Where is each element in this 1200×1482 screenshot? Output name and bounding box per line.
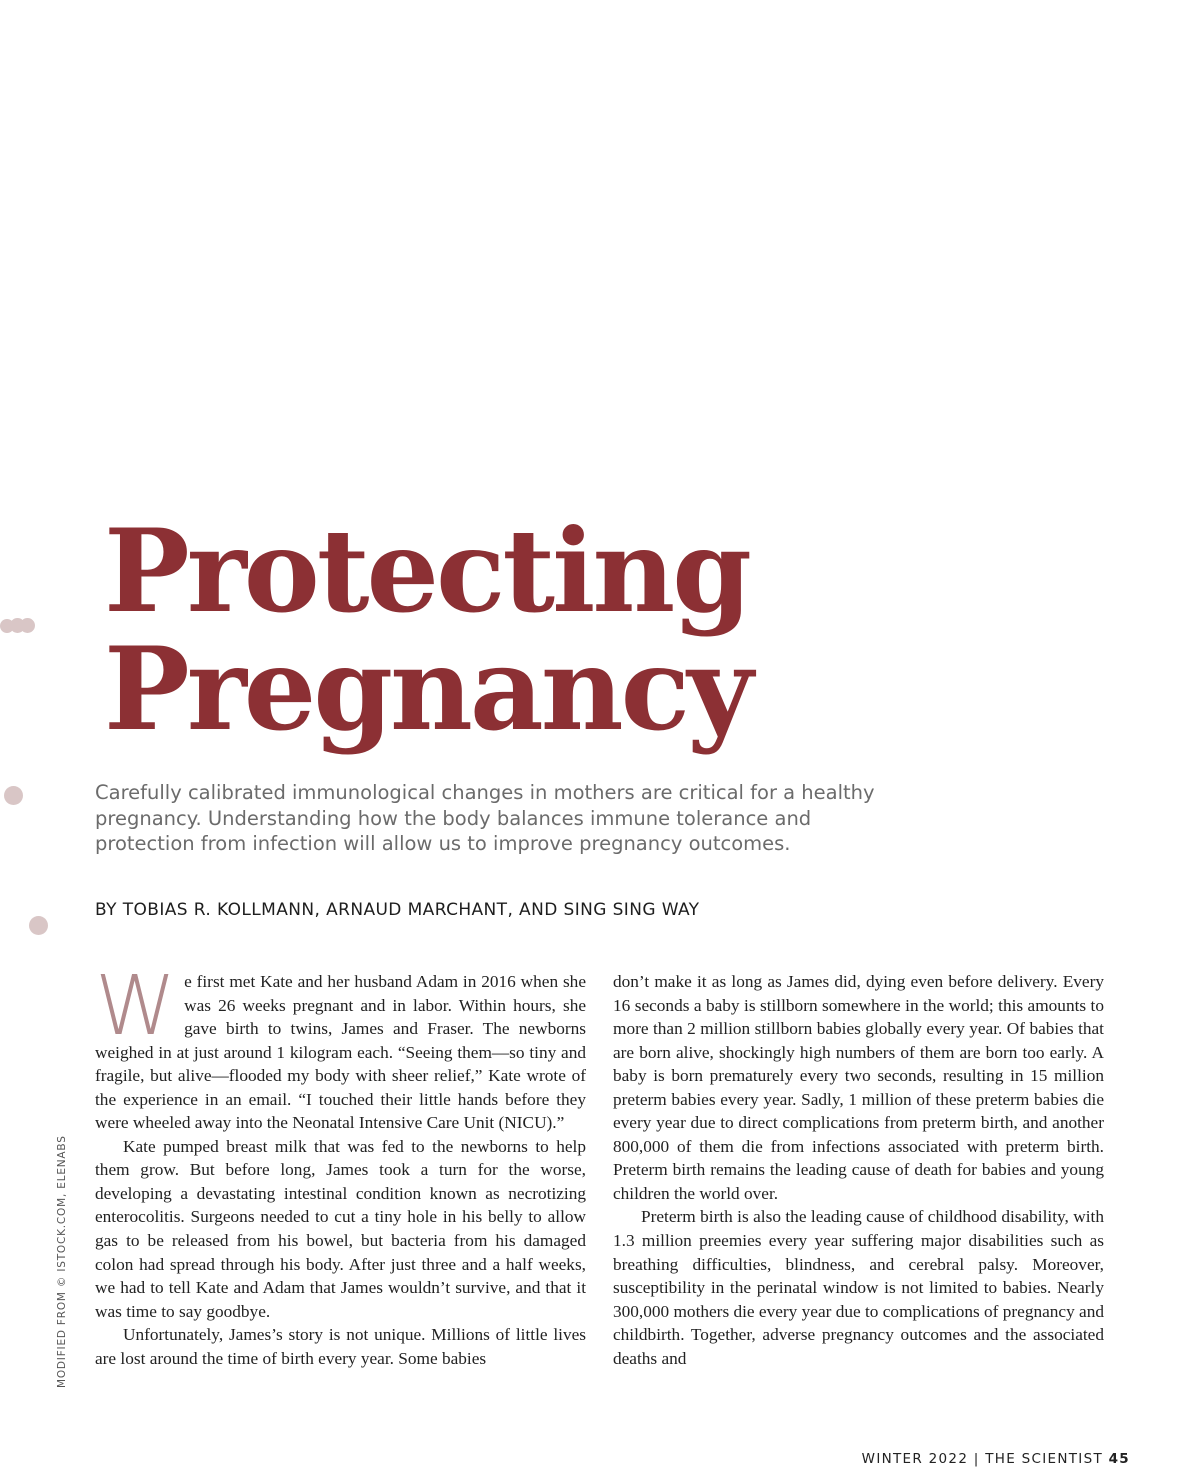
drop-cap: W [95,959,177,1054]
decorative-dot [4,786,23,805]
article-deck: Carefully calibrated immunological changes in mothers are critical for a healthy pregnancy. Understanding how the body balances immune tolerance and protection from infection will allow us to improve pregnancy outcomes. [95,781,875,855]
title-line-1: Protecting [104,504,749,638]
body-paragraph: Preterm birth is also the leading cause of childhood disability, with 1.3 million preemies every year suffering major disabilities such as breathing difficulties, blindness, and cerebral palsy. Moreover, susceptibility in the perinatal window is not limited to babies. Nearly 300,000 mothers die every year due to complications of pregnancy and childbirth. Together, adverse pregnancy outcomes and the associated deaths and [613,1207,1104,1368]
body-paragraph: Kate pumped breast milk that was fed to the newborns to help them grow. But before long, James took a turn for the worse, developing a devastating intestinal condition known as necrotizing enterocolitis. Surgeons needed to cut a tiny hole in his belly to allow gas to be released from his bowel, but bacteria from his damaged colon had spread through his body. After just three and a half weeks, we had to tell Kate and Adam that James wouldn’t survive, and that it was time to say goodbye. [95,1136,586,1321]
body-column-left [95,959,586,1370]
page-footer [862,1451,1130,1467]
page-number: 45 [1108,1451,1130,1467]
article-title [104,504,751,756]
footer-issue: WINTER 2022 | THE SCIENTIST [861,1451,1104,1467]
body-column-right [613,970,1104,1370]
body-paragraph [95,959,586,1135]
body-paragraph: Unfortunately, James’s story is not unique. Millions of little lives are lost around the time of birth every year. Some babies [95,1325,586,1368]
title-line-2: Pregnancy [104,622,751,756]
article-byline: BY TOBIAS R. KOLLMANN, ARNAUD MARCHANT, AND SING SING WAY [95,900,700,920]
decorative-dot [20,618,35,633]
decorative-dot [29,916,48,935]
paragraph-text: e first met Kate and her husband Adam in 2016 when she was 26 weeks pregnant and in labor. Within hours, she gave birth to twins, James and Fraser. The newborns weighed in at just around 1 kilogram each. “Seeing them—so tiny and fragile, but alive—flooded my body with sheer relief,” Kate wrote of the experience in an email. “I touched their little hands before they were wheeled away into the Neonatal Intensive Care Unit (NICU).” [95,972,586,1133]
body-paragraph: don’t make it as long as James did, dying even before delivery. Every 16 seconds a baby is stillborn somewhere in the world; this amounts to more than 2 million stillborn babies globally every year. Of babies that are born alive, shockingly high numbers of them are born too early. A baby is born prematurely every two seconds, resulting in 15 million preterm babies every year. Sadly, 1 million of these preterm babies die every year due to direct complications from preterm birth, and another 800,000 of them die from infections associated with preterm birth. Preterm birth remains the leading cause of death for babies and young children the world over. [613,972,1104,1203]
photo-credit: MODIFIED FROM © ISTOCK.COM, ELENABS [56,1135,68,1388]
